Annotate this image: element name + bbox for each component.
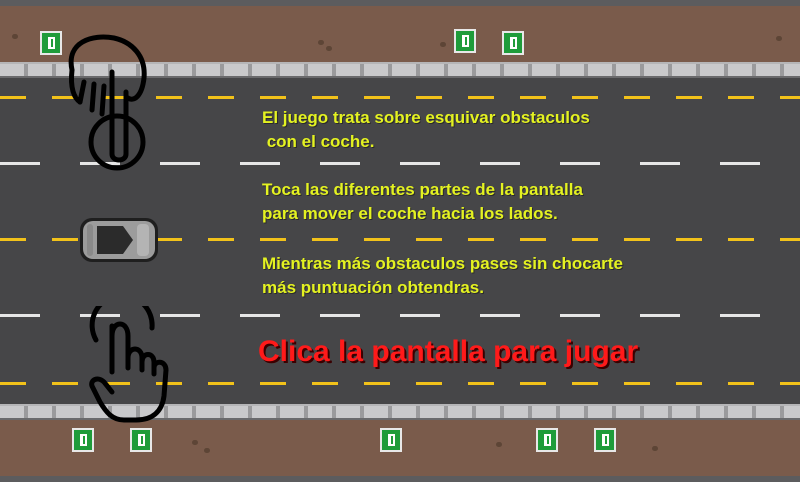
instruction-line-3: Mientras más obstaculos pases sin chocarte más puntuación obtendras. <box>262 254 623 297</box>
rock <box>440 42 446 47</box>
rock <box>192 440 198 445</box>
start-game-prompt[interactable]: Clica la pantalla para jugar <box>258 335 639 368</box>
green-sign-icon <box>536 428 558 452</box>
instruction-line-2: Toca las diferentes partes de la pantalla para mover el coche hacia los lados. <box>262 180 583 223</box>
car-icon <box>79 216 159 264</box>
green-sign-icon <box>130 428 152 452</box>
rock <box>496 442 502 447</box>
bottom-curb <box>0 476 800 482</box>
rock <box>326 46 332 51</box>
rock <box>652 446 658 451</box>
green-sign-icon <box>502 31 524 55</box>
rock <box>12 34 18 39</box>
hand-swipe-down-icon <box>62 32 152 172</box>
green-sign-icon <box>454 29 476 53</box>
rock <box>204 448 210 453</box>
rock <box>776 36 782 41</box>
green-sign-icon <box>40 31 62 55</box>
green-sign-icon <box>594 428 616 452</box>
rock <box>318 40 324 45</box>
green-sign-icon <box>72 428 94 452</box>
instruction-line-1: El juego trata sobre esquivar obstaculos con el coche. <box>262 108 590 151</box>
hand-tap-icon <box>88 306 178 426</box>
green-sign-icon <box>380 428 402 452</box>
